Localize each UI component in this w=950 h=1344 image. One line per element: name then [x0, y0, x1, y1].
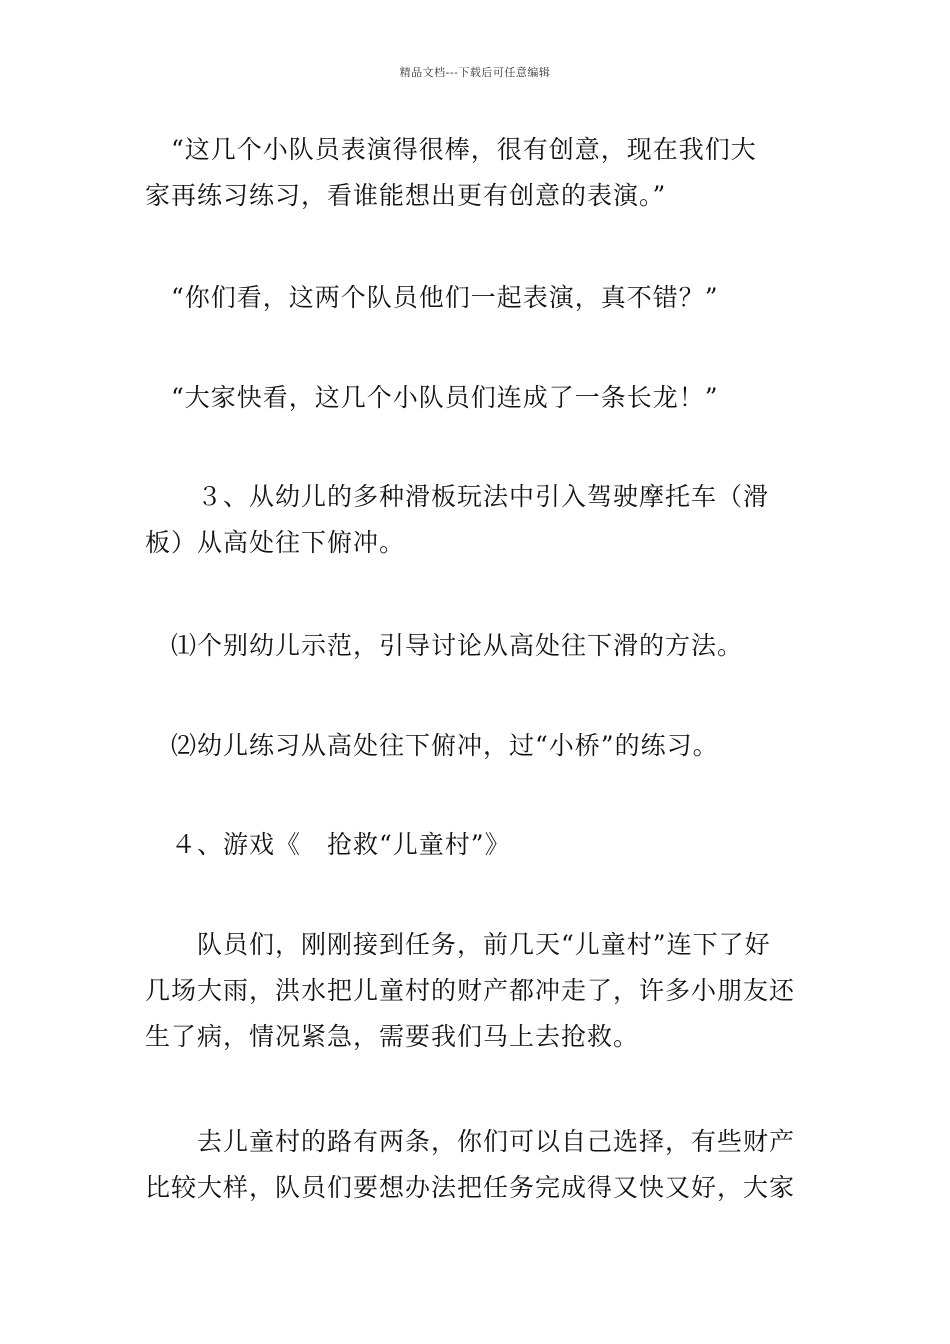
paragraph-9 [145, 1119, 810, 1211]
paragraph-2 [145, 275, 810, 321]
text-line: 生了病，情况紧急，需要我们马上去抢救。 [145, 1022, 640, 1051]
paragraph-3 [145, 375, 810, 421]
text-line: “这几个小队员表演得很棒，很有创意，现在我们大 [145, 135, 757, 164]
text-line: 队员们，刚刚接到任务，前几天“儿童村”连下了好 [145, 930, 771, 959]
paragraph-8 [145, 922, 810, 1060]
paragraph-4 [145, 474, 810, 566]
page-header: 精品文档---下载后可任意编辑 [399, 66, 551, 79]
text-line: ３、从幼儿的多种滑板玩法中引入驾驶摩托车（滑 [145, 482, 770, 511]
text-line: “你们看，这两个队员他们一起表演，真不错？” [145, 283, 719, 312]
paragraph-5 [145, 623, 810, 669]
paragraph-6 [145, 723, 810, 769]
text-line: ４、游戏《 抢救“儿童村”》 [145, 830, 511, 859]
text-line: 去儿童村的路有两条，你们可以自己选择，有些财产 [145, 1127, 796, 1156]
text-line: 板）从高处往下俯冲。 [145, 528, 406, 557]
text-line: ⑴个别幼儿示范，引导讨论从高处往下滑的方法。 [145, 631, 744, 660]
text-line: ⑵幼儿练习从高处往下俯冲，过“小桥”的练习。 [145, 731, 719, 760]
text-line: 几场大雨，洪水把儿童村的财产都冲走了，许多小朋友还 [145, 976, 796, 1005]
paragraph-1 [145, 127, 810, 219]
text-line: 家再练习练习，看谁能想出更有创意的表演。” [145, 181, 667, 210]
text-line: “大家快看，这几个小队员们连成了一条长龙！” [145, 383, 719, 412]
paragraph-7 [145, 822, 810, 868]
text-line: 比较大样，队员们要想办法把任务完成得又快又好，大家 [145, 1173, 796, 1202]
